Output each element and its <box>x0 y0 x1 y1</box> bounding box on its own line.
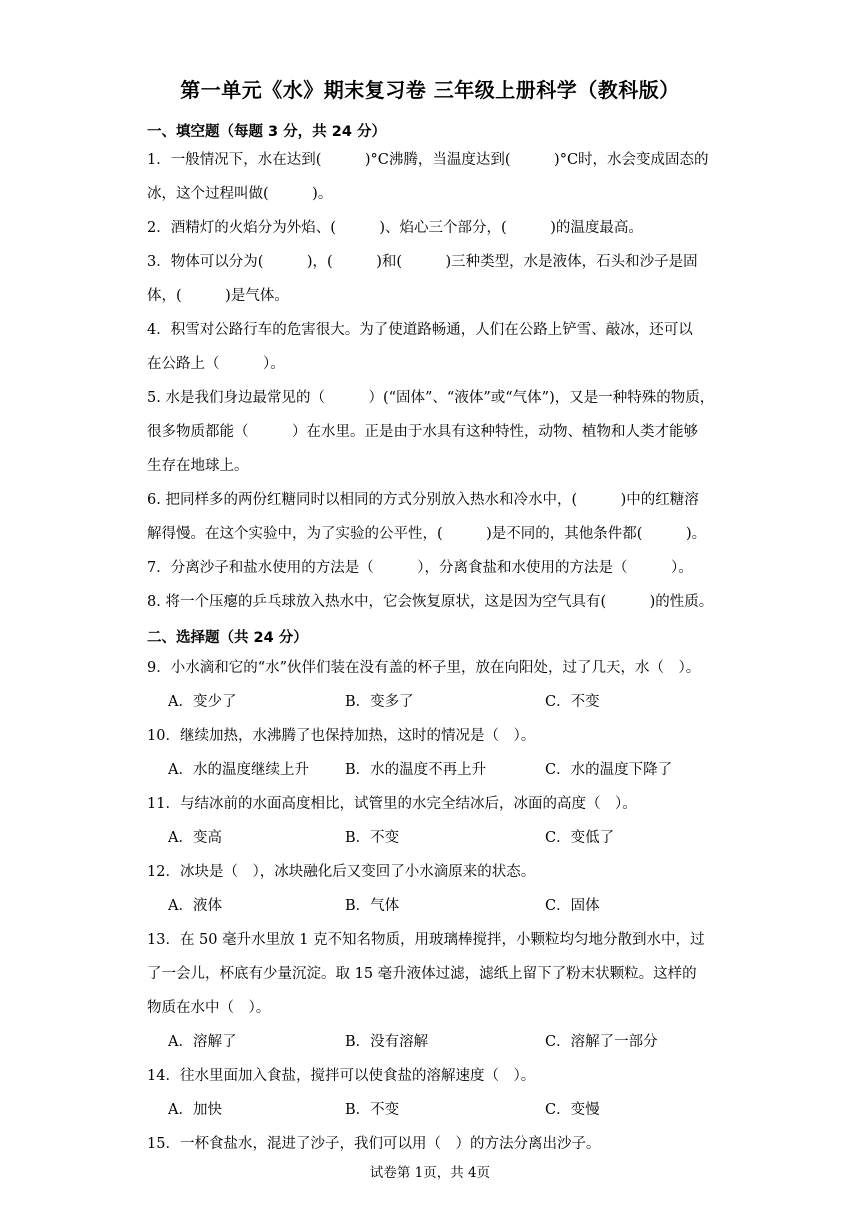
option-c: C．变慢 <box>545 1102 600 1118</box>
question-line: 解得慢。在这个实验中，为了实验的公平性，( )是不同的，其他条件都( )。 <box>147 526 707 542</box>
option-a: A．溶解了 <box>168 1034 237 1050</box>
page-title: 第一单元《水》期末复习卷 三年级上册科学（教科版） <box>180 78 680 102</box>
question-line: 13．在 50 毫升水里放 1 克不知名物质，用玻璃棒搅拌，小颗粒均匀地分散到水中，过 <box>147 932 705 948</box>
section-heading-fill-blank: 一、填空题（每题 3 分，共 24 分） <box>147 124 386 140</box>
option-c: C．固体 <box>545 898 600 914</box>
question-line: 3．物体可以分为( )，( )和( )三种类型，水是液体，石头和沙子是固 <box>147 254 698 270</box>
option-c: C．不变 <box>545 694 600 710</box>
question-line: 5. 水是我们身边最常见的（ ）(“固体”、“液体”或“气体”)，又是一种特殊的物质， <box>147 390 715 406</box>
option-b: B．不变 <box>345 830 400 846</box>
page-footer: 试卷第 1页，共 4页 <box>369 1165 491 1181</box>
question-line: 14．往水里面加入食盐，搅拌可以使食盐的溶解速度（ ）。 <box>147 1068 536 1084</box>
question-line: 12．冰块是（ ），冰块融化后又变回了小水滴原来的状态。 <box>147 864 536 880</box>
option-c: C．溶解了一部分 <box>545 1034 658 1050</box>
option-a: A．水的温度继续上升 <box>168 762 309 778</box>
question-line: 很多物质都能（ ）在水里。正是由于水具有这种特性，动物、植物和人类才能够 <box>147 424 698 440</box>
question-line: 1．一般情况下，水在达到( )°C沸腾，当温度达到( )°C时，水会变成固态的 <box>147 152 709 168</box>
question-line: 在公路上（ ）。 <box>147 356 285 372</box>
question-line: 物质在水中（ ）。 <box>147 1000 271 1016</box>
question-line: 冰，这个过程叫做( )。 <box>147 186 333 202</box>
question-line: 10．继续加热，水沸腾了也保持加热，这时的情况是（ ）。 <box>147 728 536 744</box>
option-b: B．变多了 <box>345 694 414 710</box>
question-line: 9．小水滴和它的“水”伙伴们装在没有盖的杯子里，放在向阳处，过了几天，水（ ）。 <box>147 660 701 676</box>
option-b: B．不变 <box>345 1102 400 1118</box>
question-line: 6. 把同样多的两份红糖同时以相同的方式分别放入热水和冷水中，( )中的红糖溶 <box>147 492 699 508</box>
question-line: 4．积雪对公路行车的危害很大。为了使道路畅通，人们在公路上铲雪、敲冰，还可以 <box>147 322 693 338</box>
option-a: A．变高 <box>168 830 222 846</box>
section-heading-multiple-choice: 二、选择题（共 24 分） <box>147 630 308 646</box>
option-b: B．没有溶解 <box>345 1034 429 1050</box>
option-a: A．加快 <box>168 1102 222 1118</box>
question-line: 生存在地球上。 <box>147 458 249 474</box>
question-line: 8. 将一个压瘪的乒乓球放入热水中，它会恢复原状，这是因为空气具有( )的性质。 <box>147 594 714 610</box>
question-line: 15．一杯食盐水，混进了沙子，我们可以用（ ）的方法分离出沙子。 <box>147 1136 601 1152</box>
option-b: B．气体 <box>345 898 400 914</box>
option-a: A．液体 <box>168 898 222 914</box>
option-b: B．水的温度不再上升 <box>345 762 487 778</box>
option-c: C．水的温度下降了 <box>545 762 673 778</box>
question-line: 了一会儿，杯底有少量沉淀。取 15 毫升液体过滤，滤纸上留下了粉末状颗粒。这样的 <box>147 966 697 982</box>
question-line: 2．酒精灯的火焰分为外焰、( )、焰心三个部分，( )的温度最高。 <box>147 220 643 236</box>
option-c: C．变低了 <box>545 830 615 846</box>
question-line: 11．与结冰前的水面高度相比，试管里的水完全结冰后，冰面的高度（ ）。 <box>147 796 637 812</box>
question-line: 体，( )是气体。 <box>147 288 289 304</box>
option-a: A．变少了 <box>168 694 237 710</box>
question-line: 7．分离沙子和盐水使用的方法是（ ），分离食盐和水使用的方法是（ ）。 <box>147 560 693 576</box>
